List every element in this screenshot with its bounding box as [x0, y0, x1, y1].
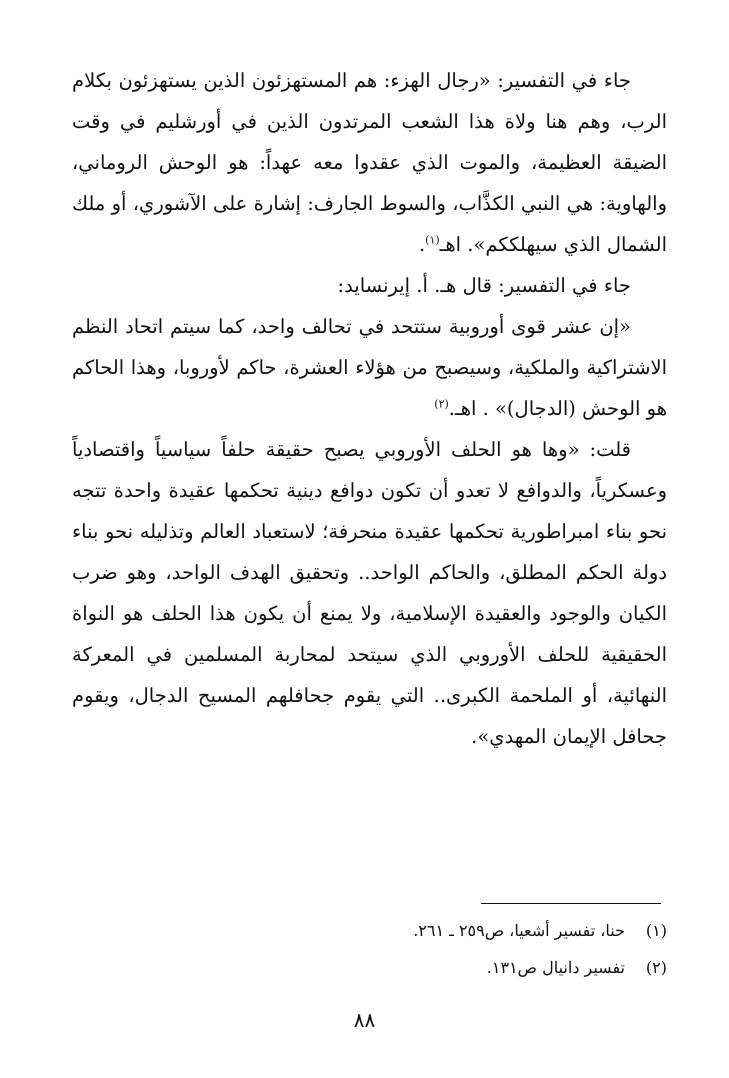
- footnote-1-text: حنا، تفسير أشعيا، ص٢٥٩ ـ ٢٦١.: [413, 921, 625, 940]
- footnote-2: [72, 949, 667, 986]
- footnote-ref-2: (٢): [434, 397, 449, 411]
- footnote-2-text: تفسير دانيال ص١٣١.: [486, 958, 625, 977]
- paragraph-1: جاء في التفسير: «رجال الهزء: هم المستهزئون الذين يستهزئون بكلام الرب، وهم هنا ولاة هذا الشعب المرتدون الذين في أورشليم في وقت الضيقة العظيمة، والموت الذي عقدوا معه عهداً: هو الوحش الروماني، والهاوية: هي النبي الكذَّاب، والسوط الجارف: إشارة على الآشوري، أو ملك الشمال الذي سيهلككم». اهـ$^{(١)}$.: [72, 69, 667, 256]
- footnote-ref-1: (١): [425, 233, 440, 247]
- paragraph-3: [72, 306, 667, 429]
- footnote-1-number: (١): [645, 921, 667, 940]
- page-number: ٨٨: [353, 1008, 376, 1032]
- main-text: [72, 60, 667, 757]
- footnote-1: [72, 912, 667, 949]
- paragraph-3-text: «إن عشر قوى أوروبية ستتحد في تحالف واحد، كما سيتم اتحاد النظم الاشتراكية والملكية، وسيصبح من هؤلاء العشرة، حاكم لأوروبا، وهذا الحاكم هو الوحش (الدجال)» . اهـ.: [72, 315, 667, 420]
- footnotes: [72, 912, 667, 986]
- paragraph-2: جاء في التفسير: قال هـ. أ. إيرنسايد:: [337, 274, 631, 297]
- paragraph-4: قلت: «وها هو الحلف الأوروبي يصبح حقيقة حلفاً سياسياً واقتصادياً وعسكرياً، والدوافع لا تعدو أن تكون دوافع دينية تحكمها عقيدة واحدة تتجه نحو بناء امبراطورية تحكمها عقيدة منحرفة؛ لاستعباد العالم وتذليله نحو بناء دولة الحكم المطلق، والحاكم الواحد.. وتحقيق الهدف الواحد، وهو ضرب الكيان والوجود والعقيدة الإسلامية، ولا يمنع أن يكون هذا الحلف هو النواة الحقيقية للحلف الأوروبي الذي سيتحد لمحاربة المسلمين في المعركة النهائية، أو الملحمة الكبرى.. التي يقوم جحافلهم المسيح الدجال، ويقوم جحافل الإيمان المهدي».: [72, 438, 667, 748]
- paragraph-1-text: جاء في التفسير: «رجال الهزء: هم المستهزئون الذين يستهزئون بكلام الرب، وهم هنا ولاة هذا الشعب المرتدون الذين في أورشليم في وقت الضيقة العظيمة، والموت الذي عقدوا معه عهداً: هو الوحش الروماني، والهاوية: هي النبي الكذَّاب، والسوط الجارف: إشارة على الآشوري، أو ملك الشمال الذي سيهلككم». اهـ: [72, 69, 667, 256]
- footnote-2-number: (٢): [645, 958, 667, 977]
- footnote-separator: [481, 903, 661, 904]
